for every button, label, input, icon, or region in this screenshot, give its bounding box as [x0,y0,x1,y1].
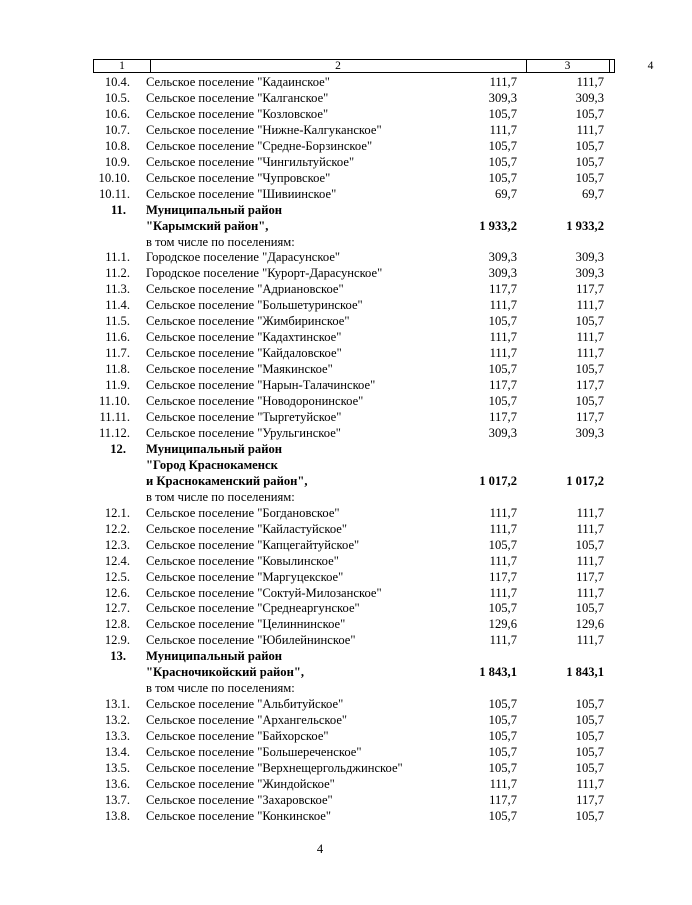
row-number: 12.9. [104,633,130,648]
table-header [93,59,654,73]
row-value-col3: 111,7 [489,298,517,313]
row-name: и Краснокаменский район", [146,473,308,488]
header-col-4: 4 [647,60,654,72]
row-number: 12.6. [104,585,130,600]
row-value-col3: 105,7 [488,729,517,744]
row-number: 10.5. [104,90,130,105]
row-name: "Красночикойский район", [146,665,304,680]
table-row [0,538,640,554]
header-col-3: 3 [526,60,610,72]
row-name: Сельское поселение "Захаровское" [146,792,333,807]
row-value-col4: 105,7 [575,314,604,329]
row-value-col3: 105,7 [488,314,517,329]
row-value-col4: 105,7 [575,760,604,775]
row-name: Сельское поселение "Шивиинское" [146,186,337,201]
row-value-col4: 105,7 [575,537,604,552]
row-value-col4: 111,7 [576,346,604,361]
row-name: Сельское поселение "Соктуй-Милозанское" [146,585,382,600]
row-number: 11. [110,202,126,217]
row-name: Муниципальный район [146,202,283,217]
table-row [0,570,640,586]
row-value-col3: 105,7 [488,601,517,616]
row-name: Сельское поселение "Кайластуйское" [146,521,347,536]
row-value-col3: 105,7 [488,362,517,377]
row-value-col4: 309,3 [575,90,604,105]
row-name: Сельское поселение "Чупровское" [146,170,331,185]
table-row [0,394,640,410]
table-row [0,729,640,745]
row-name: Сельское поселение "Тыргетуйское" [146,410,342,425]
row-value-col4: 111,7 [576,553,604,568]
table-row [0,649,640,665]
row-name: Сельское поселение "Целиннинское" [146,617,346,632]
table-row [0,250,640,266]
row-value-col4: 105,7 [575,729,604,744]
table-row [0,187,640,203]
row-name: Сельское поселение "Нижне-Калгуканское" [146,122,382,137]
table-row [0,426,640,442]
row-value-col4: 309,3 [575,425,604,440]
table-row [0,107,640,123]
row-value-col3: 309,3 [488,90,517,105]
row-number: 12.1. [104,505,130,520]
row-value-col4: 129,6 [575,617,604,632]
row-value-col4: 105,7 [575,154,604,169]
row-name: Сельское поселение "Конкинское" [146,808,332,823]
table-row [0,777,640,793]
table-row [0,665,640,681]
row-value-col3: 105,7 [488,170,517,185]
row-number: 12. [110,441,126,456]
row-value-col3: 1 933,2 [479,218,517,233]
row-name: Сельское поселение "Богдановское" [146,505,340,520]
row-value-col4: 309,3 [575,266,604,281]
row-value-col3: 111,7 [489,776,517,791]
row-value-col3: 105,7 [488,138,517,153]
table-row [0,442,640,458]
table-row [0,761,640,777]
row-value-col3: 111,7 [489,346,517,361]
row-value-col3: 111,7 [489,633,517,648]
row-number: 12.8. [104,617,130,632]
row-value-col4: 105,7 [575,713,604,728]
table-row [0,458,640,474]
row-value-col4: 105,7 [575,601,604,616]
table-row [0,378,640,394]
row-value-col4: 117,7 [576,410,604,425]
table-row [0,266,640,282]
row-value-col4: 1 933,2 [566,218,604,233]
row-value-col3: 1 017,2 [479,473,517,488]
row-name: Сельское поселение "Чингильтуйское" [146,154,355,169]
table-row [0,681,640,697]
row-value-col3: 69,7 [494,186,517,201]
row-value-col4: 105,7 [575,106,604,121]
table-row [0,362,640,378]
row-value-col3: 105,7 [488,154,517,169]
row-value-col4: 111,7 [576,776,604,791]
row-value-col4: 117,7 [576,378,604,393]
row-number: 10.11. [98,186,130,201]
row-number: 10.10. [98,170,130,185]
row-number: 10.7. [104,122,130,137]
row-name: Сельское поселение "Урульгинское" [146,425,341,440]
header-col-2: 2 [150,60,527,72]
row-number: 13.7. [104,792,130,807]
row-value-col3: 309,3 [488,425,517,440]
table-row [0,793,640,809]
row-value-col3: 105,7 [488,394,517,409]
row-value-col3: 105,7 [488,537,517,552]
row-value-col4: 105,7 [575,808,604,823]
table-row [0,282,640,298]
row-name: Сельское поселение "Юбилейнинское" [146,633,356,648]
row-number: 13.3. [104,729,130,744]
header-col-1: 1 [94,60,151,72]
row-number: 11.10. [98,394,130,409]
row-number: 11.2. [105,266,130,281]
row-value-col4: 105,7 [575,170,604,185]
row-name: Муниципальный район [146,649,283,664]
row-number: 12.4. [104,553,130,568]
table-row [0,139,640,155]
row-name: Сельское поселение "Верхнещергольджинское" [146,760,403,775]
row-value-col3: 105,7 [488,697,517,712]
row-number: 11.8. [105,362,130,377]
row-name: Сельское поселение "Кайдаловское" [146,346,342,361]
row-value-col4: 111,7 [576,298,604,313]
row-number: 11.7. [105,346,130,361]
row-value-col3: 111,7 [489,505,517,520]
table-row [0,235,640,251]
row-number: 11.6. [105,330,130,345]
row-name: Сельское поселение "Средне-Борзинское" [146,138,373,153]
row-number: 13.6. [104,776,130,791]
row-name: Муниципальный район [146,441,283,456]
row-value-col3: 111,7 [489,521,517,536]
row-value-col4: 111,7 [576,633,604,648]
row-value-col4: 105,7 [575,745,604,760]
row-name: Сельское поселение "Калганское" [146,90,329,105]
row-value-col3: 117,7 [489,378,517,393]
table-row [0,506,640,522]
row-number: 13.1. [104,697,130,712]
row-name: Сельское поселение "Большетуринское" [146,298,363,313]
table-row [0,586,640,602]
row-number: 10.9. [104,154,130,169]
row-value-col3: 1 843,1 [479,665,517,680]
row-number: 12.3. [104,537,130,552]
row-value-col3: 111,7 [489,122,517,137]
table-row [0,123,640,139]
table-row [0,171,640,187]
table-row [0,155,640,171]
row-name: в том числе по поселениям: [146,489,295,504]
row-name: в том числе по поселениям: [146,681,295,696]
row-number: 10.6. [104,106,130,121]
row-number: 12.5. [104,569,130,584]
table-row [0,330,640,346]
row-value-col3: 111,7 [489,75,517,89]
table-row [0,410,640,426]
row-value-col3: 111,7 [489,585,517,600]
row-number: 10.8. [104,138,130,153]
row-name: Городское поселение "Дарасунское" [146,250,341,265]
row-number: 13. [110,649,126,664]
page-number: 4 [316,842,324,856]
table-row [0,474,640,490]
row-value-col3: 309,3 [488,250,517,265]
table-row [0,617,640,633]
row-value-col4: 111,7 [576,75,604,89]
row-name: Сельское поселение "Нарын-Талачинское" [146,378,376,393]
row-value-col4: 111,7 [576,521,604,536]
row-number: 12.2. [104,521,130,536]
table-row [0,633,640,649]
row-number: 11.9. [105,378,130,393]
row-number: 11.12. [98,425,130,440]
row-name: Сельское поселение "Адриановское" [146,282,344,297]
row-name: Сельское поселение "Архангельское" [146,713,348,728]
row-number: 13.8. [104,808,130,823]
row-value-col3: 111,7 [489,553,517,568]
row-name: Сельское поселение "Среднеаргунское" [146,601,360,616]
row-value-col4: 105,7 [575,362,604,377]
row-value-col4: 1 843,1 [566,665,604,680]
row-value-col4: 105,7 [575,394,604,409]
row-value-col3: 117,7 [489,410,517,425]
row-name: Сельское поселение "Кадаинское" [146,75,330,89]
row-value-col4: 111,7 [576,505,604,520]
row-name: Сельское поселение "Жиндойское" [146,776,335,791]
row-value-col4: 111,7 [576,122,604,137]
table-row [0,745,640,761]
table-row [0,554,640,570]
row-value-col3: 105,7 [488,808,517,823]
table-row [0,522,640,538]
row-value-col3: 105,7 [488,713,517,728]
row-name: "Карымский район", [146,218,269,233]
row-value-col4: 111,7 [576,585,604,600]
row-name: Сельское поселение "Новодоронинское" [146,394,364,409]
row-number: 13.4. [104,745,130,760]
row-number: 13.2. [104,713,130,728]
table-row [0,713,640,729]
table-row [0,75,640,91]
table-row [0,346,640,362]
row-name: Сельское поселение "Капцегайтуйское" [146,537,360,552]
row-value-col3: 309,3 [488,266,517,281]
row-number: 10.4. [104,75,130,89]
row-number: 12.7. [104,601,130,616]
row-name: Сельское поселение "Байхорское" [146,729,329,744]
row-value-col4: 1 017,2 [566,473,604,488]
row-value-col3: 117,7 [489,282,517,297]
table-row [0,203,640,219]
row-number: 13.5. [104,760,130,775]
row-value-col4: 111,7 [576,330,604,345]
row-name: в том числе по поселениям: [146,234,295,249]
row-value-col3: 117,7 [489,792,517,807]
table-row [0,809,640,825]
table-row [0,490,640,506]
row-value-col4: 117,7 [576,282,604,297]
row-name: Сельское поселение "Жимбиринское" [146,314,350,329]
row-value-col3: 105,7 [488,106,517,121]
row-name: Сельское поселение "Маргуцекское" [146,569,344,584]
row-number: 11.3. [105,282,130,297]
row-name: Городское поселение "Курорт-Дарасунское" [146,266,383,281]
row-name: "Город Краснокаменск [146,457,278,472]
table-row [0,219,640,235]
row-number: 11.5. [105,314,130,329]
row-name: Сельское поселение "Ковылинское" [146,553,339,568]
row-name: Сельское поселение "Козловское" [146,106,329,121]
row-name: Сельское поселение "Маякинское" [146,362,333,377]
row-number: 11.4. [105,298,130,313]
row-value-col3: 105,7 [488,745,517,760]
row-value-col3: 129,6 [488,617,517,632]
row-number: 11.11. [99,410,130,425]
row-name: Сельское поселение "Кадахтинское" [146,330,342,345]
table-body [0,75,640,825]
table-row [0,697,640,713]
row-name: Сельское поселение "Большереченское" [146,745,362,760]
row-value-col4: 309,3 [575,250,604,265]
table-row [0,601,640,617]
row-value-col3: 105,7 [488,760,517,775]
row-value-col4: 105,7 [575,697,604,712]
row-value-col3: 111,7 [489,330,517,345]
table-row [0,91,640,107]
row-value-col4: 117,7 [576,792,604,807]
row-value-col4: 117,7 [576,569,604,584]
row-value-col4: 69,7 [581,186,604,201]
row-value-col4: 105,7 [575,138,604,153]
row-number: 11.1. [105,250,130,265]
table-row [0,314,640,330]
row-name: Сельское поселение "Альбитуйское" [146,697,344,712]
row-value-col3: 117,7 [489,569,517,584]
table-row [0,298,640,314]
